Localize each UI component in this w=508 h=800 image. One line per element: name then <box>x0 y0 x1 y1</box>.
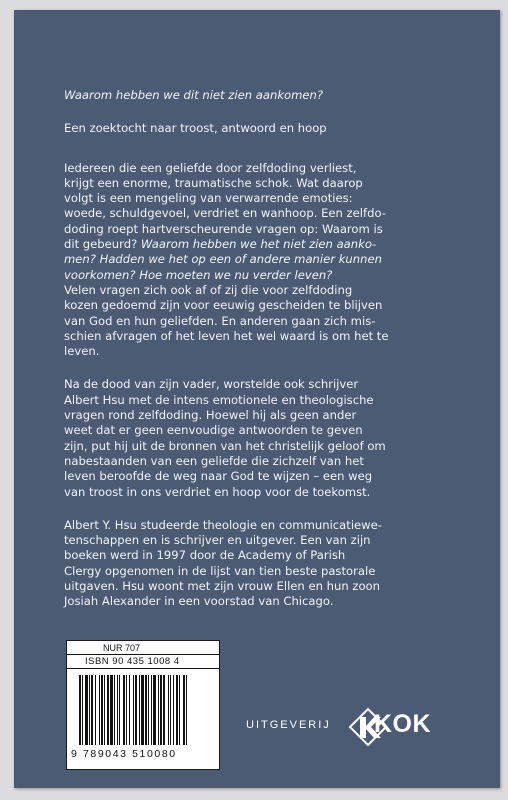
text-line: schien afvragen of het leven het wel waard is om het te <box>64 328 389 343</box>
barcode-bar <box>110 675 113 745</box>
publisher-prefix: UITGEVERIJ <box>246 719 331 731</box>
barcode-bar <box>183 675 185 745</box>
barcode-bar <box>141 675 144 745</box>
barcode-bar <box>173 675 174 745</box>
divider <box>67 654 219 655</box>
text-line: van troost in ons verdriet en hoop voor de toekomst. <box>64 484 371 499</box>
text-line: Josiah Alexander in een voorstad van Chicago. <box>64 594 334 609</box>
barcode-bar <box>176 675 178 745</box>
barcode-bar <box>148 675 149 745</box>
back-cover-text <box>64 88 464 628</box>
barcode-bar <box>179 675 180 745</box>
barcode-bar <box>133 675 134 745</box>
text-line: kozen gedoemd zijn voor eeuwig gescheiden te blijven <box>64 298 383 313</box>
barcode-bar <box>89 675 90 745</box>
barcode-bar <box>79 675 81 745</box>
divider <box>67 668 219 669</box>
text-line: volgt is een mengeling van verwarrende emoties: <box>64 191 353 206</box>
barcode-bar <box>101 675 103 745</box>
text-line: leven. <box>64 344 100 359</box>
barcode-bar <box>170 675 171 745</box>
tagline: Waarom hebben we dit niet zien aankomen? <box>64 88 324 102</box>
ean-number: 9 789043 510080 <box>71 748 177 760</box>
barcode-bar <box>117 675 118 745</box>
text-line: dit gebeurd? <box>64 237 138 252</box>
text-line: Na de dood van zijn vader, worstelde ook schrijver <box>64 377 359 392</box>
text-line: woede, schuldgevoel, verdriet en wanhoop. Een zelfdo- <box>64 206 386 221</box>
text-line: Velen vragen zich ook af of zij die voor zelfdoding <box>64 282 353 297</box>
barcode-bar <box>186 675 187 745</box>
text-line: nabestaanden van een geliefde die zichzelf van het <box>64 453 364 468</box>
barcode-bar <box>99 675 100 745</box>
text-line: Clergy opgenomen in de lijst van tien beste pastorale <box>64 563 376 578</box>
barcode-bar <box>119 675 120 745</box>
paragraph-author-bio <box>64 518 464 610</box>
barcode-bar <box>151 675 152 745</box>
barcode-bar <box>153 675 156 745</box>
paragraph-intro <box>64 161 464 360</box>
barcode-bar <box>126 675 127 745</box>
subtitle: Een zoektocht naar troost, antwoord en hoop <box>64 121 327 136</box>
text-line: boeken werd in 1997 door de Academy of Parish <box>64 548 346 563</box>
text-line: uitgaven. Hsu woont met zijn vrouw Ellen en hun zoon <box>64 579 380 594</box>
barcode-bars <box>79 675 213 745</box>
barcode-bar <box>91 675 93 745</box>
italic-question: Waarom hebben we het niet zien aankо- <box>137 237 377 252</box>
italic-question: men? Hadden we het op een of andere manier kunnen <box>64 252 382 267</box>
text-line: weet dat er geen eenvoudige antwoorden te geven <box>64 423 363 438</box>
barcode-bar <box>104 675 105 745</box>
text-line: tenschappen en is schrijver en uitgever. Een van zijn <box>64 533 371 548</box>
back-cover <box>14 10 500 788</box>
text-line: Albert Hsu met de intens emotionele en theologische <box>64 392 374 407</box>
barcode-bar <box>158 675 159 745</box>
isbn-number: ISBN 90 435 1008 4 <box>85 656 180 667</box>
text-line: krijgt een enorme, traumatische schok. Wat daarop <box>64 175 363 190</box>
barcode-bar <box>82 675 83 745</box>
paragraph-author-story <box>64 377 464 499</box>
barcode-bar <box>129 675 130 745</box>
barcode-bar <box>85 675 88 745</box>
barcode-bar <box>160 675 162 745</box>
barcode-bar <box>114 675 115 745</box>
barcode-bar <box>107 675 109 745</box>
text-line: doding roept hartverscheurende vragen op: Waarom is <box>64 221 383 236</box>
barcode-bar <box>139 675 140 745</box>
barcode-bar <box>123 675 125 745</box>
text-line: Iedereen die een geliefde door zelfdoding verliest, <box>64 160 357 175</box>
barcode-bar <box>163 675 165 745</box>
publisher-brand: KOK <box>374 710 432 738</box>
text-line: Albert Y. Hsu studeerde theologie en communicatiewe- <box>64 517 382 532</box>
barcode-label <box>66 640 220 770</box>
barcode-bar <box>95 675 96 745</box>
text-line: leven beroofde de weg naar God te wijzen – een weg <box>64 469 373 484</box>
text-line: vragen rond zelfdoding. Hoewel hij als geen ander <box>64 408 357 423</box>
nur-code: NUR 707 <box>103 643 141 653</box>
italic-question: voorkomen? Hoe moeten we nu verder leven? <box>64 267 333 282</box>
barcode-bar <box>135 675 137 745</box>
barcode-bar <box>145 675 147 745</box>
text-line: zijn, put hij uit de bronnen van het christelijk geloof om <box>64 438 386 453</box>
barcode-bar <box>168 675 169 745</box>
text-line: van God en hun geliefden. En anderen gaan zich mis- <box>64 313 376 328</box>
